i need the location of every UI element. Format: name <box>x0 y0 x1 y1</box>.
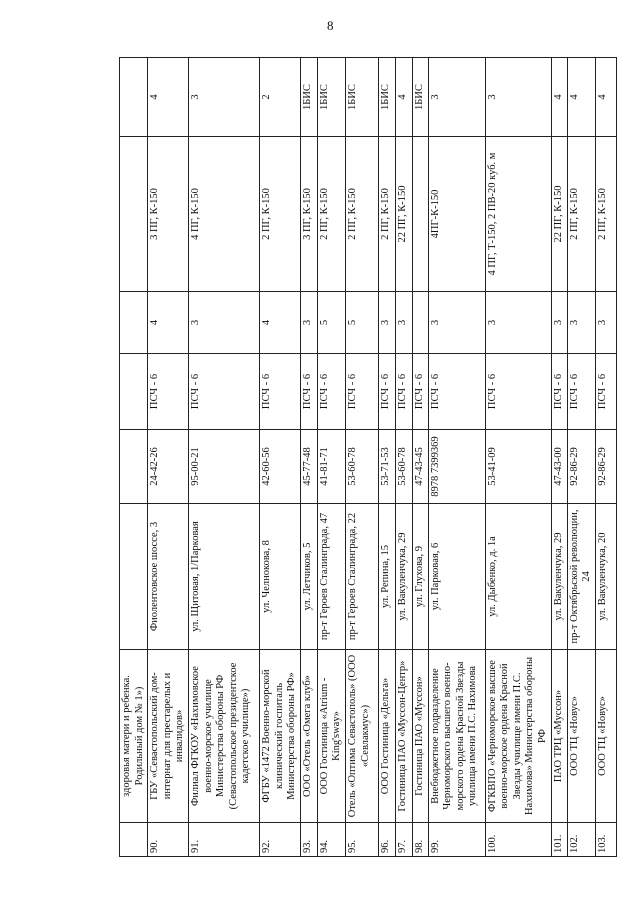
fire-unit-count-cell: 3 <box>300 292 317 354</box>
object-address-cell: ул. Парковая, 6 <box>428 504 485 650</box>
object-address-cell: ул. Летчиков, 5 <box>300 504 317 650</box>
object-address-cell: пр-т Октябрьской революции, 24 <box>567 504 595 650</box>
fire-unit-count-cell: 3 <box>188 292 259 354</box>
object-address-cell <box>120 504 148 650</box>
row-number-cell: 95. <box>345 823 378 857</box>
object-address-cell: ул. Дыбенко, д. 1а <box>485 504 551 650</box>
water-supply-cell: 2 ПГ, К-150 <box>567 137 595 292</box>
object-name-cell: ООО Гостиница «Дельта» <box>378 650 395 823</box>
object-phone-cell: 95-00-21 <box>188 430 259 504</box>
fire-unit-count-cell: 3 <box>378 292 395 354</box>
fire-unit-cell: ПСЧ - 6 <box>300 354 317 430</box>
object-address-cell: пр-т Героев Сталинграда, 47 <box>317 504 345 650</box>
fire-rank-cell: 1БИС <box>300 58 317 137</box>
fire-rank-cell: 3 <box>428 58 485 137</box>
object-name-cell: ПАО ТРЦ «Муссон» <box>551 650 567 823</box>
object-phone-cell: 41-81-71 <box>317 430 345 504</box>
table-row <box>148 58 189 857</box>
water-supply-cell <box>412 137 428 292</box>
object-address-cell: ул. Вакуленчука, 29 <box>551 504 567 650</box>
fire-rank-cell: 1БИС <box>378 58 395 137</box>
fire-unit-cell: ПСЧ - 6 <box>485 354 551 430</box>
fire-unit-count-cell <box>412 292 428 354</box>
water-supply-cell: 3 ПГ, К-150 <box>300 137 317 292</box>
fire-unit-cell: ПСЧ - 6 <box>567 354 595 430</box>
fire-rank-cell: 4 <box>148 58 189 137</box>
object-phone-cell: 53-71-53 <box>378 430 395 504</box>
table-row <box>428 58 485 857</box>
rotated-table-container <box>119 58 608 857</box>
fire-unit-cell: ПСЧ - 6 <box>595 354 616 430</box>
row-number-cell: 102. <box>567 823 595 857</box>
fire-rank-cell: 3 <box>188 58 259 137</box>
table-row <box>300 58 317 857</box>
row-number-cell <box>120 823 148 857</box>
water-supply-cell: 2 ПГ, К-150 <box>259 137 300 292</box>
fire-unit-count-cell <box>120 292 148 354</box>
object-name-cell: Отель «Оптима Севастополь» (ООО «Севлакмус») <box>345 650 378 823</box>
row-number-cell: 94. <box>317 823 345 857</box>
fire-unit-cell: ПСЧ - 6 <box>188 354 259 430</box>
object-phone-cell: 42-60-56 <box>259 430 300 504</box>
object-address-cell: пр-т Героев Сталинграда, 22 <box>345 504 378 650</box>
object-address-cell: ул. Глухова, 9 <box>412 504 428 650</box>
fire-unit-count-cell: 3 <box>567 292 595 354</box>
object-address-cell: ул. Щитовая, 1/Парковая <box>188 504 259 650</box>
object-address-cell: ул. Челнокова, 8 <box>259 504 300 650</box>
object-name-cell: ООО ТЦ «Новус» <box>567 650 595 823</box>
water-supply-cell: 2 ПГ, К-150 <box>595 137 616 292</box>
object-name-cell: Гостиница ПАО «Муссон» <box>412 650 428 823</box>
fire-unit-cell: ПСЧ - 6 <box>395 354 412 430</box>
table-row <box>395 58 412 857</box>
fire-rank-cell: 3 <box>485 58 551 137</box>
row-number-cell: 101. <box>551 823 567 857</box>
object-phone-cell: 53-60-78 <box>395 430 412 504</box>
fire-unit-cell: ПСЧ - 6 <box>412 354 428 430</box>
row-number-cell: 91. <box>188 823 259 857</box>
object-phone-cell: 24-42-26 <box>148 430 189 504</box>
fire-unit-cell: ПСЧ - 6 <box>428 354 485 430</box>
row-number-cell: 92. <box>259 823 300 857</box>
table-row <box>345 58 378 857</box>
fire-unit-count-cell: 3 <box>395 292 412 354</box>
object-address-cell: ул. Вакуленчука, 29 <box>395 504 412 650</box>
water-supply-cell: 22 ПГ, К-150 <box>551 137 567 292</box>
fire-unit-cell: ПСЧ - 6 <box>317 354 345 430</box>
fire-rank-cell: 4 <box>551 58 567 137</box>
object-name-cell: Гостиница ПАО «Муссон-Центр» <box>395 650 412 823</box>
table-row <box>188 58 259 857</box>
fire-unit-count-cell: 4 <box>148 292 189 354</box>
object-name-cell: здоровья матери и ребенка. Родильный дом № 1») <box>120 650 148 823</box>
fire-unit-count-cell: 3 <box>485 292 551 354</box>
table-row <box>412 58 428 857</box>
object-phone-cell: 53-60-78 <box>345 430 378 504</box>
fire-rank-cell: 2 <box>259 58 300 137</box>
object-phone-cell: 92-86-29 <box>567 430 595 504</box>
row-number-cell: 103. <box>595 823 616 857</box>
page-number: 8 <box>327 18 334 33</box>
fire-unit-cell <box>120 354 148 430</box>
object-name-cell: ООО Гостиница «Atrium - King'sway» <box>317 650 345 823</box>
object-name-cell: ООО ТЦ «Новус» <box>595 650 616 823</box>
row-number-cell: 96. <box>378 823 395 857</box>
table-wrapper <box>119 58 608 857</box>
table-body <box>120 58 617 857</box>
row-number-cell: 90. <box>148 823 189 857</box>
fire-rank-cell: 1БИС <box>345 58 378 137</box>
object-phone-cell: 45-77-48 <box>300 430 317 504</box>
object-phone-cell <box>120 430 148 504</box>
object-name-cell: ФГКВПО «Черноморское высшее военно-морское ордена Красной Звезды училище имени П.С. Нахимова» Министерства обороны РФ <box>485 650 551 823</box>
fire-rank-cell <box>120 58 148 137</box>
water-supply-cell: 2 ПГ, К-150 <box>345 137 378 292</box>
object-phone-cell: 92-86-29 <box>595 430 616 504</box>
object-address-cell: ул. Вакуленчука, 20 <box>595 504 616 650</box>
fire-rank-cell: 4 <box>567 58 595 137</box>
object-phone-cell: 53-41-09 <box>485 430 551 504</box>
row-number-cell: 99. <box>428 823 485 857</box>
table-row <box>120 58 148 857</box>
row-number-cell: 93. <box>300 823 317 857</box>
water-supply-cell: 4ПГ-К-150 <box>428 137 485 292</box>
objects-table <box>119 57 617 857</box>
object-phone-cell: 47-43-45 <box>412 430 428 504</box>
table-row <box>485 58 551 857</box>
fire-unit-cell: ПСЧ - 6 <box>378 354 395 430</box>
fire-unit-count-cell: 5 <box>345 292 378 354</box>
table-row <box>259 58 300 857</box>
row-number-cell: 100. <box>485 823 551 857</box>
table-row <box>595 58 616 857</box>
fire-unit-cell: ПСЧ - 6 <box>345 354 378 430</box>
fire-rank-cell: 4 <box>395 58 412 137</box>
row-number-cell: 98. <box>412 823 428 857</box>
fire-unit-count-cell: 3 <box>595 292 616 354</box>
object-name-cell: ФГБУ «1472 Военно-морской клинический госпиталь Министерства обороны РФ» <box>259 650 300 823</box>
object-name-cell: Внебюджетное подразделение Черноморского высшего военно-морского ордена Красной Звезды училища имени П.С. Нахимова <box>428 650 485 823</box>
fire-unit-count-cell: 3 <box>551 292 567 354</box>
row-number-cell: 97. <box>395 823 412 857</box>
water-supply-cell: 4 ПГ, Т-150, 2 ПВ-20 куб. м <box>485 137 551 292</box>
water-supply-cell: 3 ПГ, К-150 <box>148 137 189 292</box>
fire-unit-count-cell: 3 <box>428 292 485 354</box>
table-row <box>567 58 595 857</box>
fire-rank-cell: 4 <box>595 58 616 137</box>
table-row <box>378 58 395 857</box>
fire-unit-cell: ПСЧ - 6 <box>148 354 189 430</box>
table-row <box>317 58 345 857</box>
object-name-cell: ГБУ «Севастопольский дом-интернат для престарелых и инвалидов» <box>148 650 189 823</box>
fire-rank-cell: 1БИС <box>412 58 428 137</box>
water-supply-cell <box>120 137 148 292</box>
object-phone-cell: 47-43-00 <box>551 430 567 504</box>
water-supply-cell: 2 ПГ, К-150 <box>317 137 345 292</box>
fire-unit-cell: ПСЧ - 6 <box>551 354 567 430</box>
object-name-cell: ООО «Отель «Омега клуб» <box>300 650 317 823</box>
object-name-cell: Филиал ФГКОУ «Нахимовское военно-морское училище Министерства обороны РФ (Севастопольское президентское кадетское училище») <box>188 650 259 823</box>
table-row <box>551 58 567 857</box>
fire-unit-count-cell: 5 <box>317 292 345 354</box>
fire-unit-count-cell: 4 <box>259 292 300 354</box>
object-phone-cell: 8978 7399369 <box>428 430 485 504</box>
water-supply-cell: 2 ПГ, К-150 <box>378 137 395 292</box>
object-address-cell: ул. Репина, 15 <box>378 504 395 650</box>
fire-rank-cell: 1БИС <box>317 58 345 137</box>
water-supply-cell: 4 ПГ, К-150 <box>188 137 259 292</box>
fire-unit-cell: ПСЧ - 6 <box>259 354 300 430</box>
water-supply-cell: 22 ПГ, К-150 <box>395 137 412 292</box>
object-address-cell: Фиолентовское шоссе, 3 <box>148 504 189 650</box>
